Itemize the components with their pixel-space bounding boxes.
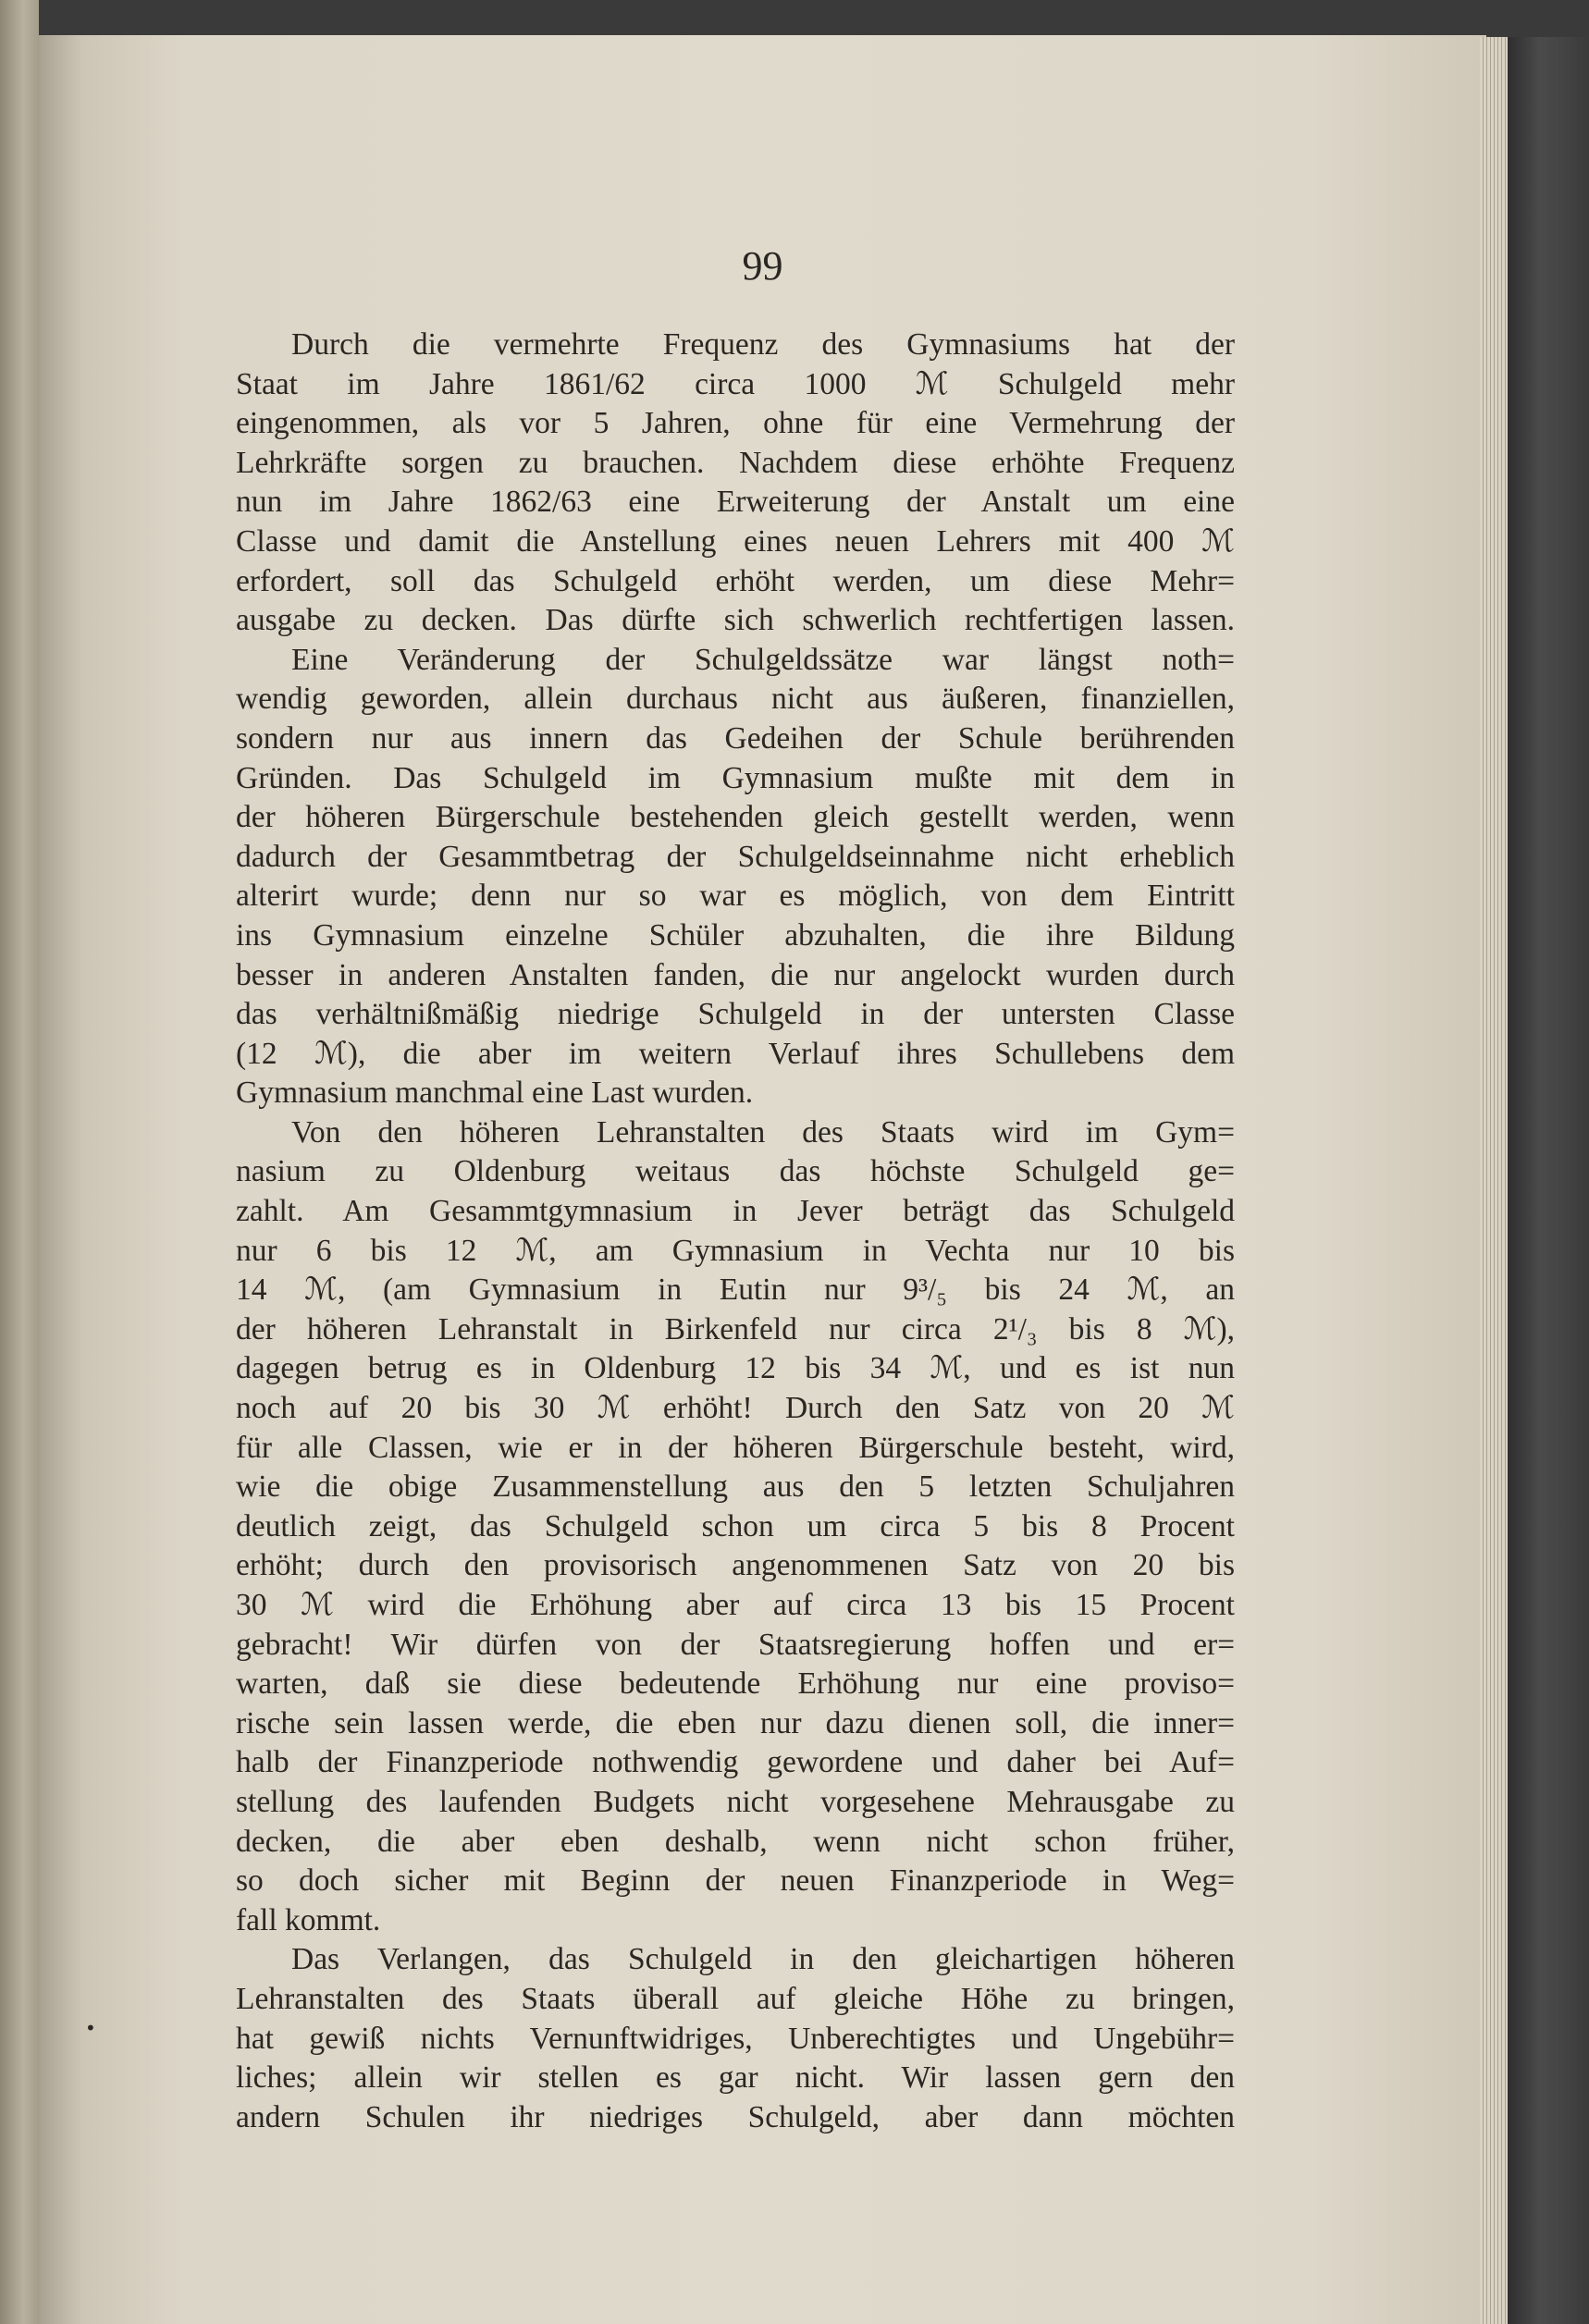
text-line: so doch sicher mit Beginn der neuen Finanzperiode in Weg= xyxy=(236,1863,1235,1899)
margin-dot: • xyxy=(85,2017,96,2039)
text-line: wie die obige Zusammenstellung aus den 5 letzten Schuljahren xyxy=(236,1469,1235,1505)
text-line: besser in anderen Anstalten fanden, die nur angelockt wurden durch xyxy=(236,957,1235,992)
text-line: Gründen. Das Schulgeld im Gymnasium mußte mit dem in xyxy=(236,760,1235,795)
left-page-edge xyxy=(0,0,39,2324)
text-line: gebracht! Wir dürfen von der Staatsregierung hoffen und er= xyxy=(236,1627,1235,1662)
text-line: erhöht; durch den provisorisch angenommenen Satz von 20 bis xyxy=(236,1548,1235,1583)
text-line: das verhältnißmäßig niedrige Schulgeld in der untersten Classe xyxy=(236,997,1235,1032)
text-line: noch auf 20 bis 30 ℳ erhöht! Durch den Satz von 20 ℳ xyxy=(236,1391,1235,1426)
text-line: nasium zu Oldenburg weitaus das höchste Schulgeld ge= xyxy=(236,1154,1235,1189)
text-line: Staat im Jahre 1861/62 circa 1000 ℳ Schulgeld mehr xyxy=(236,366,1235,401)
text-line: liches; allein wir stellen es gar nicht. Wir lassen gern den xyxy=(236,2060,1235,2096)
text-line: eingenommen, als vor 5 Jahren, ohne für eine Vermehrung der xyxy=(236,406,1235,441)
text-line: (12 ℳ), die aber im weitern Verlauf ihres Schullebens dem xyxy=(236,1036,1235,1071)
text-line: andern Schulen ihr niedriges Schulgeld, aber dann möchten xyxy=(236,2099,1235,2134)
text-line: alterirt wurde; denn nur so war es möglich, von dem Eintritt xyxy=(236,879,1235,914)
text-line: Eine Veränderung der Schulgeldssätze war längst noth= xyxy=(291,642,1235,677)
text-line: Lehrkräfte sorgen zu brauchen. Nachdem diese erhöhte Frequenz xyxy=(236,445,1235,480)
text-line: Classe und damit die Anstellung eines neuen Lehrers mit 400 ℳ xyxy=(236,523,1235,559)
text-line: nur 6 bis 12 ℳ, am Gymnasium in Vechta nur 10 bis xyxy=(236,1233,1235,1268)
text-line: Von den höheren Lehranstalten des Staats wird im Gym= xyxy=(291,1114,1235,1150)
book-cover-edge xyxy=(1508,37,1589,2324)
text-line: halb der Finanzperiode nothwendig gewordene und daher bei Auf= xyxy=(236,1745,1235,1780)
text-line: der höheren Bürgerschule bestehenden gleich gestellt werden, wenn xyxy=(236,800,1235,835)
body-text xyxy=(236,326,1235,2137)
text-line: deutlich zeigt, das Schulgeld schon um circa 5 bis 8 Procent xyxy=(236,1508,1235,1543)
text-line: Das Verlangen, das Schulgeld in den gleichartigen höheren xyxy=(291,1942,1235,1977)
text-line: wendig geworden, allein durchaus nicht aus äußeren, finanziellen, xyxy=(236,682,1235,717)
text-line: fall kommt. xyxy=(236,1902,381,1937)
text-line: Durch die vermehrte Frequenz des Gymnasiums hat der xyxy=(291,327,1235,362)
text-line: dadurch der Gesammtbetrag der Schulgeldseinnahme nicht erheblich xyxy=(236,839,1235,874)
text-line: rische sein lassen werde, die eben nur dazu dienen soll, die inner= xyxy=(236,1705,1235,1740)
text-line: dagegen betrug es in Oldenburg 12 bis 34 ℳ, und es ist nun xyxy=(236,1351,1235,1386)
text-line: Gymnasium manchmal eine Last wurden. xyxy=(236,1076,754,1111)
text-line: nun im Jahre 1862/63 eine Erweiterung der Anstalt um eine xyxy=(236,485,1235,520)
page-number: 99 xyxy=(742,243,783,289)
text-line: für alle Classen, wie er in der höheren Bürgerschule besteht, wird, xyxy=(236,1430,1235,1465)
text-line: zahlt. Am Gesammtgymnasium in Jever beträgt das Schulgeld xyxy=(236,1194,1235,1229)
text-line: warten, daß sie diese bedeutende Erhöhung nur eine proviso= xyxy=(236,1666,1235,1702)
text-line: decken, die aber eben deshalb, wenn nicht schon früher, xyxy=(236,1824,1235,1859)
text-line: 30 ℳ wird die Erhöhung aber auf circa 13 bis 15 Procent xyxy=(236,1588,1235,1622)
page-stack-edge xyxy=(1480,37,1508,2324)
text-line: erfordert, soll das Schulgeld erhöht werden, um diese Mehr= xyxy=(236,563,1235,598)
text-line: Lehranstalten des Staats überall auf gleiche Höhe zu bringen, xyxy=(236,1981,1235,2016)
text-line: sondern nur aus innern das Gedeihen der Schule berührenden xyxy=(236,720,1235,756)
text-line: ins Gymnasium einzelne Schüler abzuhalten, die ihre Bildung xyxy=(236,917,1235,953)
text-line: hat gewiß nichts Vernunftwidriges, Unberechtigtes und Ungebühr= xyxy=(236,2021,1235,2056)
text-line: ausgabe zu decken. Das dürfte sich schwerlich rechtfertigen lassen. xyxy=(236,603,1235,638)
text-line: der höheren Lehranstalt in Birkenfeld nur circa 2¹/₃ bis 8 ℳ), xyxy=(236,1311,1235,1346)
text-line: 14 ℳ, (am Gymnasium in Eutin nur 9³/₅ bis 24 ℳ, an xyxy=(236,1273,1235,1308)
book-page xyxy=(39,35,1486,2324)
text-line: stellung des laufenden Budgets nicht vorgesehene Mehrausgabe zu xyxy=(236,1784,1235,1819)
